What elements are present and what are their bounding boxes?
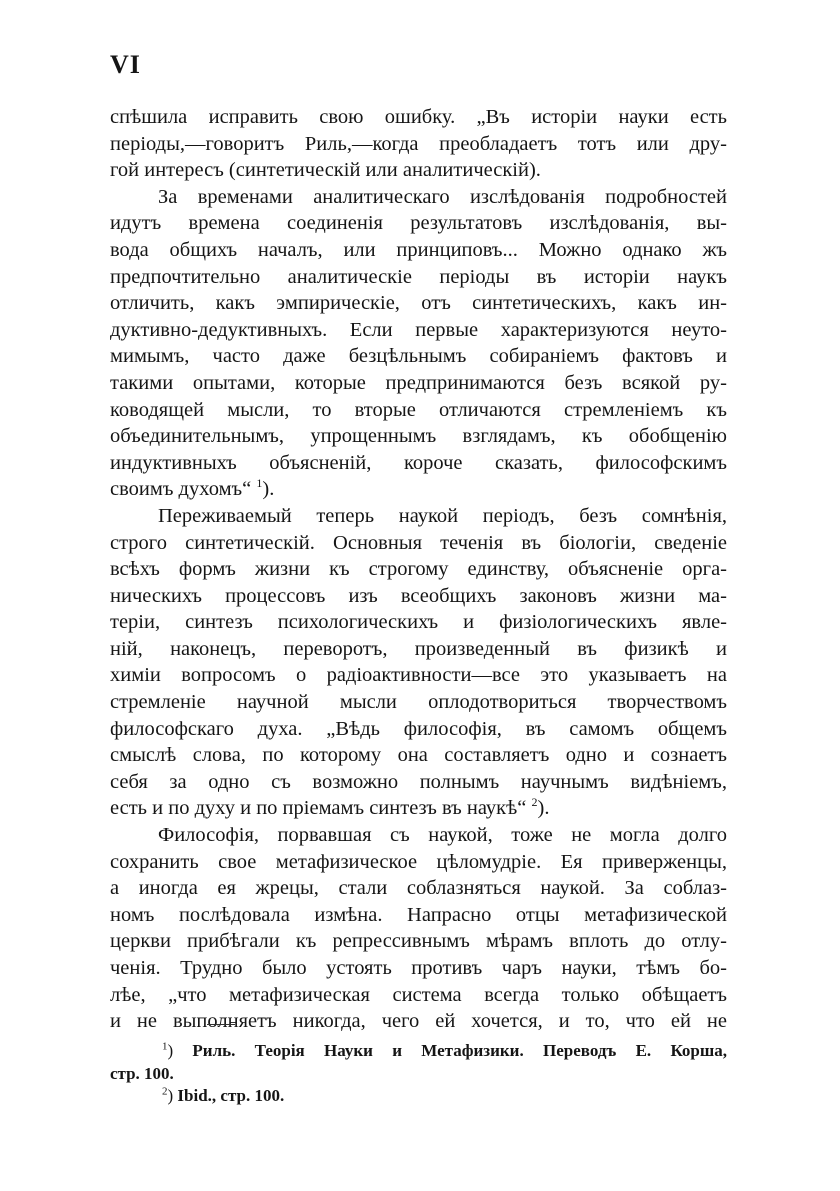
footnote-ref-1: 1 — [256, 476, 263, 491]
body-text — [110, 104, 727, 1035]
footnote-text: стр. 100. — [110, 1063, 174, 1083]
footnote-mark: 2 — [162, 1085, 168, 1098]
text-line: такими опытами, которые предпринимаются безъ всякой ру- — [110, 371, 727, 394]
paragraph — [110, 822, 727, 1035]
text-line: ническихъ процессовъ изъ всеобщихъ законовъ жизни ма- — [110, 584, 727, 607]
paragraph-tail: ). — [537, 797, 550, 820]
text-line: гой интересъ (синтетическій или аналитическій). — [110, 159, 541, 182]
footnote-2 — [110, 1085, 727, 1108]
footnote-1 — [110, 1040, 727, 1085]
text-line-with-footnote — [110, 795, 727, 822]
text-line: спѣшила исправить свою ошибку. „Въ исторіи науки есть — [110, 106, 727, 128]
paragraph-tail: ). — [262, 478, 275, 501]
text-line: теріи, синтезъ психологическихъ и физіологическихъ явле- — [110, 611, 727, 634]
text-line: индуктивныхъ объясненій, короче сказать, философскимъ — [110, 451, 727, 474]
text-line: всѣхъ формъ жизни къ строгому единству, объясненіе орга- — [110, 558, 727, 581]
text-line: строго синтетическій. Основныя теченія въ біологіи, сведеніе — [110, 531, 727, 554]
text-line: своимъ духомъ“ — [110, 478, 252, 501]
text-line: номъ послѣдовала измѣна. Напрасно отцы метафизической — [110, 903, 727, 926]
text-line: Философія, порвавшая съ наукой, тоже не могла долго — [158, 824, 727, 847]
footnote-text: Риль. Теорія Науки и Метафизики. Переводъ Е. Корша, — [192, 1041, 727, 1060]
text-line: предпочтительно аналитическіе періоды въ исторіи наукъ — [110, 265, 727, 288]
page-number: VI — [110, 50, 141, 79]
paragraph — [110, 184, 727, 503]
text-line: ководящей мысли, то вторые отличаются стремленіемъ къ — [110, 398, 727, 421]
footnote-divider — [207, 1024, 235, 1025]
text-line: дуктивно-дедуктивныхъ. Если первые характеризуются неуто- — [110, 318, 727, 341]
text-line: вода общихъ началъ, или принциповъ... Можно однако жъ — [110, 238, 727, 261]
footnote-text: Ibid., стр. 100. — [177, 1086, 285, 1105]
text-line: есть и по духу и по пріемамъ синтезъ въ наукѣ“ — [110, 797, 527, 820]
footnote-line: $^2$) Ibid., стр. 100. — [162, 1085, 285, 1105]
text-line: ній, наконецъ, переворотъ, произведенный въ физикѣ и — [110, 637, 727, 660]
text-line: сохранить свое метафизическое цѣломудріе. Ея приверженцы, — [110, 850, 727, 873]
text-line: періоды,—говоритъ Риль,—когда преобладаетъ тотъ или дру- — [110, 132, 727, 155]
text-line: отличить, какъ эмпирическіе, отъ синтетическихъ, какъ ин- — [110, 292, 727, 315]
text-line: За временами аналитическаго изслѣдованія подробностей — [158, 185, 727, 208]
text-line: химіи вопросомъ о радіоактивности—все это указываетъ на — [110, 664, 727, 687]
text-line: смыслѣ слова, по которому она составляетъ одно и сознаетъ — [110, 744, 727, 767]
footnotes — [110, 1040, 727, 1108]
text-line: церкви прибѣгали къ репрессивнымъ мѣрамъ вплоть до отлу- — [110, 930, 727, 953]
text-line: идутъ времена соединенія результатовъ изслѣдованія, вы- — [110, 212, 727, 235]
text-line: лѣе, „что метафизическая система всегда только обѣщаетъ — [110, 983, 727, 1006]
paragraph — [110, 104, 727, 184]
footnote-mark: 1 — [162, 1040, 168, 1053]
text-line: и не выполняетъ никогда, чего ей хочется, и то, что ей не — [110, 1010, 727, 1033]
text-line: а иногда ея жрецы, стали соблазняться наукой. За соблаз- — [110, 877, 727, 900]
footnote-ref-2: 2 — [531, 795, 538, 810]
text-line: ченія. Трудно было устоять противъ чаръ науки, тѣмъ бо- — [110, 957, 727, 979]
text-line: Переживаемый теперь наукой періодъ, безъ сомнѣнія, — [158, 504, 727, 527]
footnote-line — [110, 1063, 727, 1086]
text-line: философскаго духа. „Вѣдь философія, въ самомъ общемъ — [110, 717, 727, 740]
text-line: мимымъ, часто даже безцѣльнымъ собираніемъ фактовъ и — [110, 345, 727, 368]
footnote-line: $^1$) Риль. Теорія Науки и Метафизики. Переводъ Е. Корша, — [162, 1040, 727, 1060]
text-line: себя за одно съ возможно полнымъ научнымъ видѣніемъ, — [110, 770, 727, 793]
text-line: стремленіе научной мысли оплодотвориться творчествомъ — [110, 691, 727, 714]
text-line-with-footnote — [110, 476, 727, 503]
text-line: объединительнымъ, упрощеннымъ взглядамъ, къ обобщенію — [110, 425, 727, 448]
paragraph — [110, 503, 727, 822]
